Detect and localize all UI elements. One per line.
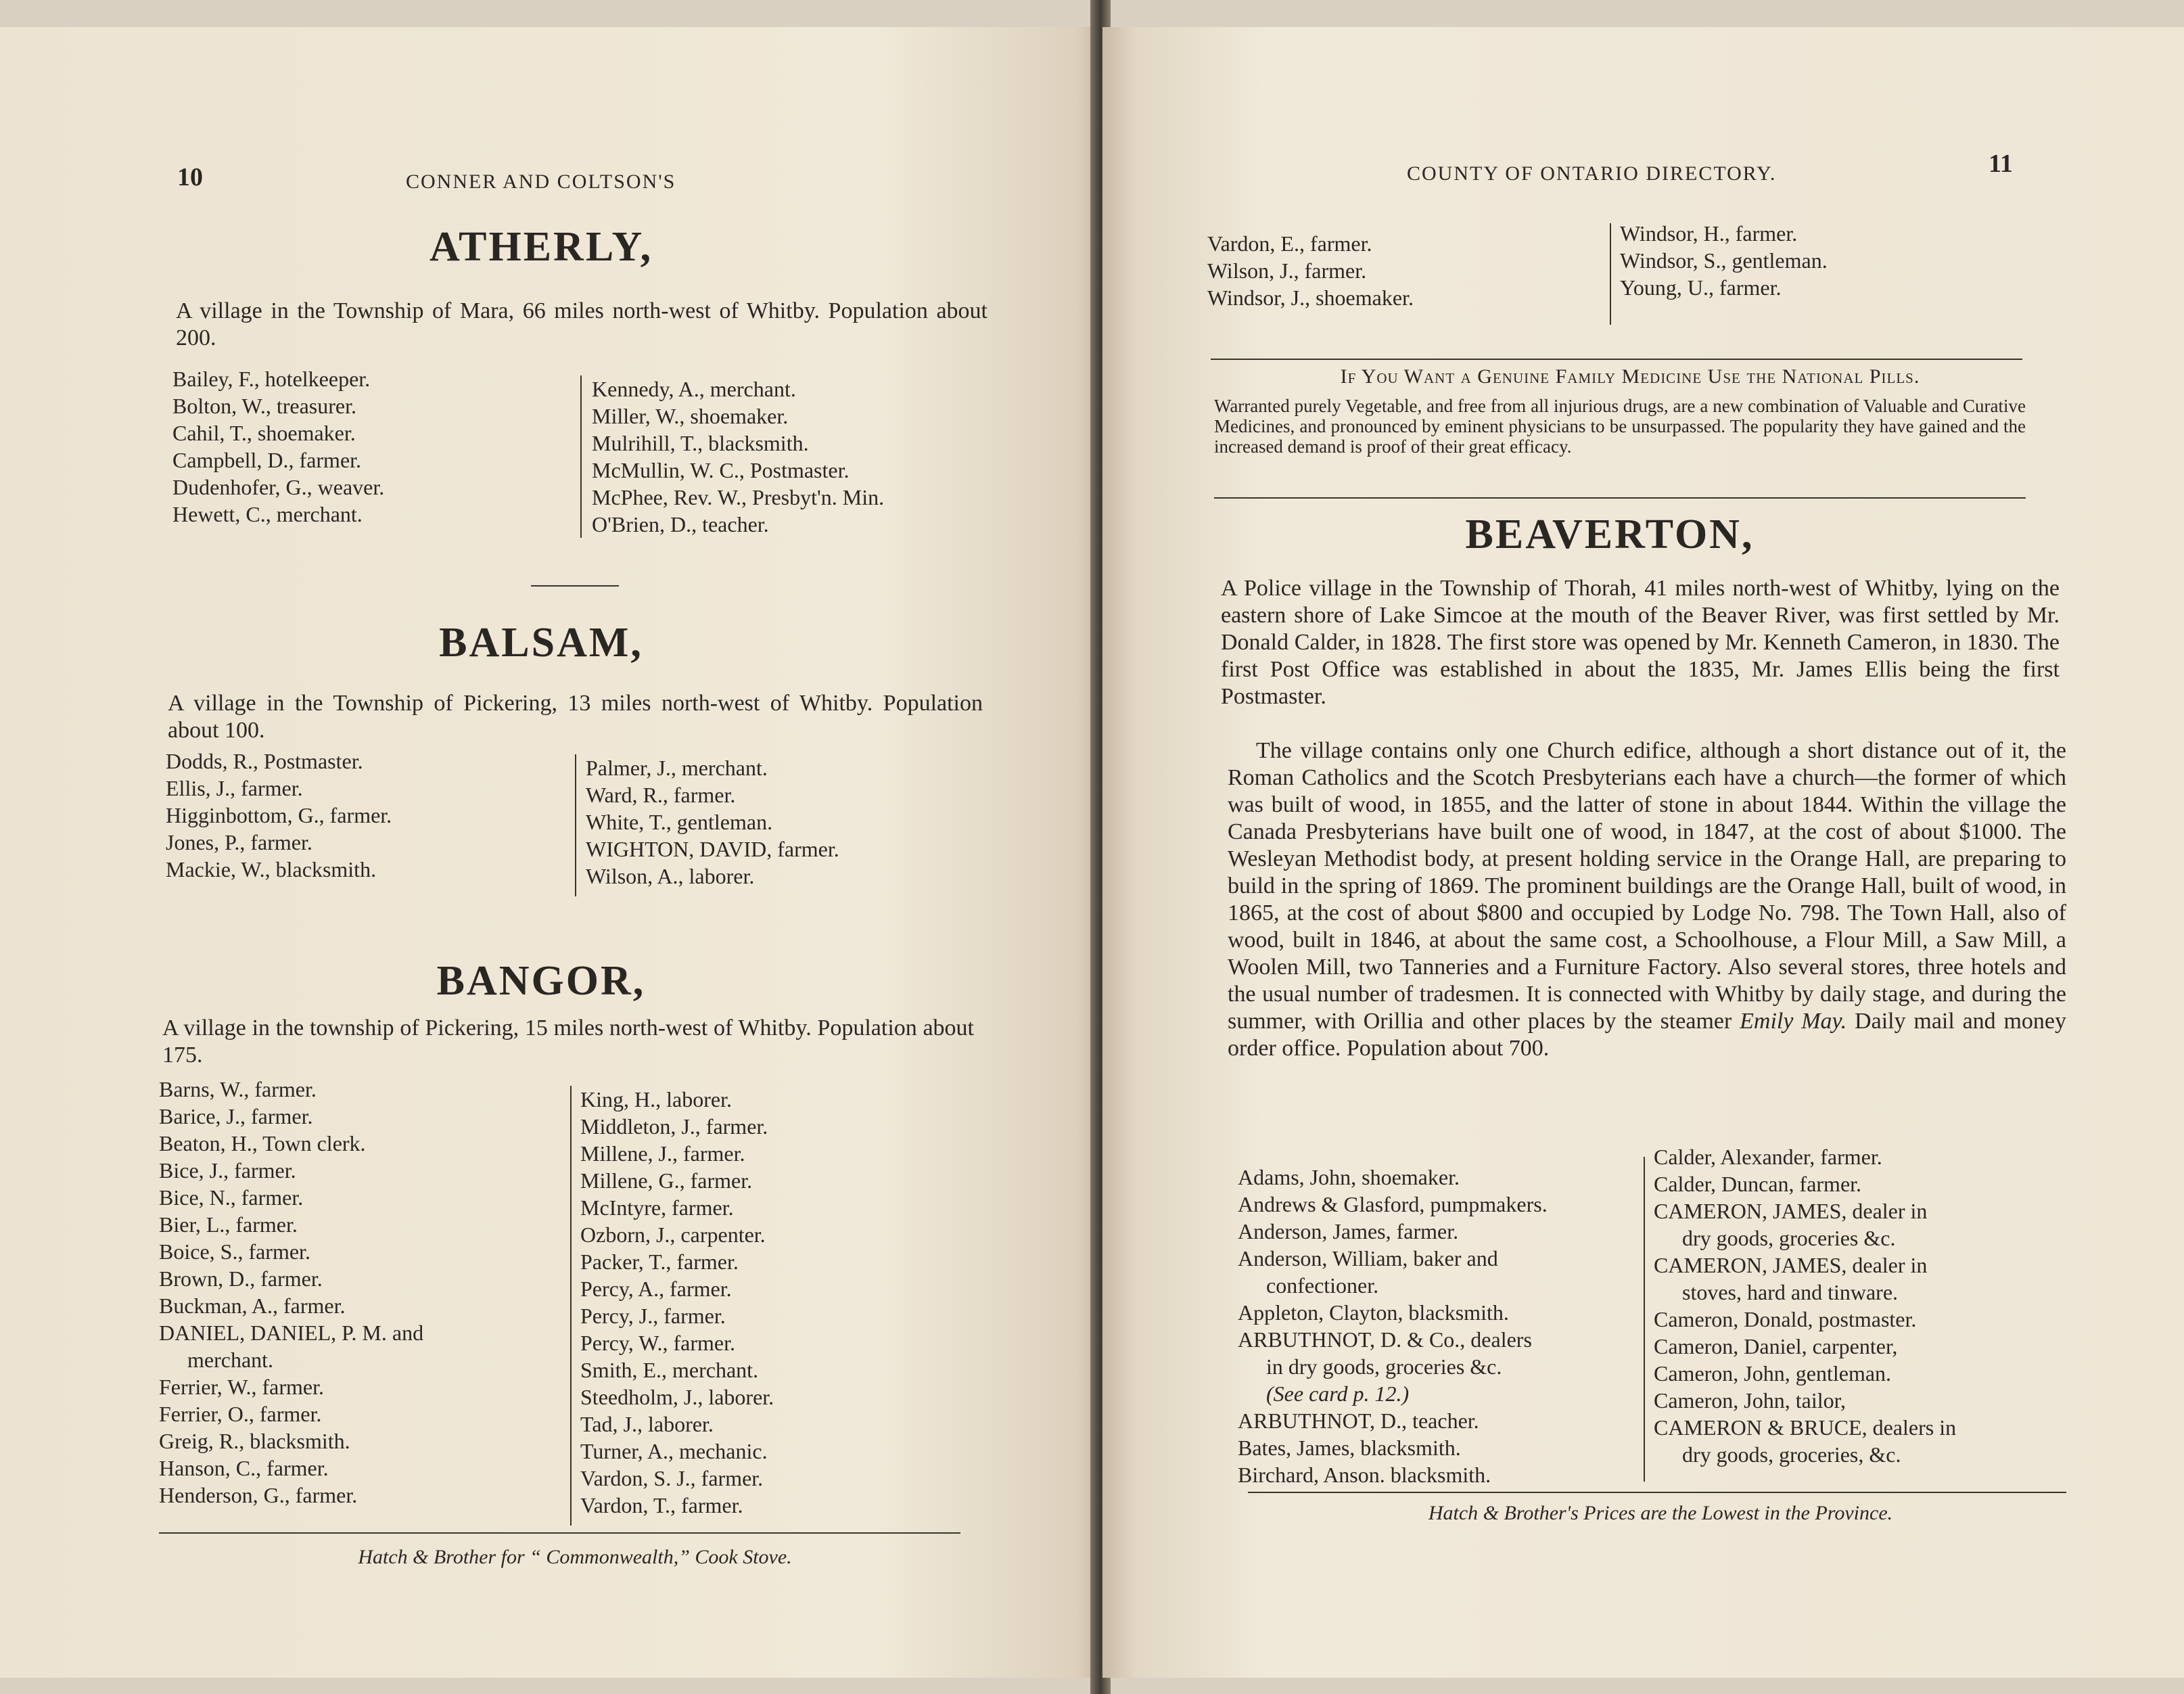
list-item: Young, U., farmer. [1620,275,1782,300]
list-item: Hewett, C., merchant. [172,502,363,526]
list-item: Ferrier, O., farmer. [159,1402,322,1426]
list-item: Steedholm, J., laborer. [580,1385,774,1409]
carryover-list-col1 [1207,230,1586,311]
list-item: Percy, A., farmer. [580,1277,732,1301]
list-item: Adams, John, shoemaker. [1238,1165,1460,1189]
list-item: Bates, James, blacksmith. [1238,1436,1461,1460]
list-item: Cameron, John, gentleman. [1654,1361,1892,1386]
left-page [0,27,1099,1678]
section-heading-balsam: BALSAM, [439,620,643,666]
advert-title: If You Want a Genuine Family Medicine Use the National Pills. [1340,365,1920,388]
list-item: McPhee, Rev. W., Presbyt'n. Min. [592,485,885,509]
section-description-balsam: A village in the Township of Pickering, 13 miles north-west of Whitby. Population about 100. [168,691,983,743]
list-item: Wilson, A., laborer. [586,864,755,888]
list-item: Cahil, T., shoemaker. [172,421,356,445]
right-page [1102,27,2184,1678]
atherly-list-col2 [592,375,998,538]
list-item: Bice, N., farmer. [159,1185,304,1210]
list-item: Henderson, G., farmer. [159,1483,358,1507]
page-footer-advert: Hatch & Brother's Prices are the Lowest in the Province. [1428,1502,1893,1524]
section-description-atherly: A village in the Township of Mara, 66 miles north-west of Whitby. Population about 200. [176,298,988,350]
list-item: Middleton, J., farmer. [580,1114,768,1139]
list-item: Ward, R., farmer. [586,783,736,807]
list-item: Ellis, J., farmer. [166,776,303,800]
list-item: Millene, G., farmer. [580,1168,753,1193]
balsam-list-col2 [586,754,992,890]
list-item: Bailey, F., hotelkeeper. [172,367,371,391]
bangor-list-col1 [159,1076,565,1509]
list-item: Calder, Duncan, farmer. [1654,1172,1862,1196]
list-item: Vardon, T., farmer. [580,1493,743,1517]
section-description-bangor: A village in the township of Pickering, 15 miles north-west of Whitby. Population about 175. [162,1015,974,1068]
advert-body: Warranted purely Vegetable, and free from all injurious drugs, are a new combination of Valuable and Curative Medicines, and pronounced by eminent physicians to be unsurpassed. The popularity they have gained and the increased demand is proof of their great efficacy. [1214,396,2026,457]
list-item: WIGHTON, DAVID, farmer. [586,837,839,861]
list-item: Appleton, Clayton, blacksmith. [1238,1300,1509,1325]
steamer-name: Emily May. [1740,1009,1847,1034]
list-item: Windsor, S., gentleman. [1620,248,1828,273]
list-item: Vardon, S. J., farmer. [580,1466,764,1490]
list-item: Wilson, J., farmer. [1207,258,1367,283]
page-footer-advert: Hatch & Brother for “ Commonwealth,” Cook Stove. [358,1546,792,1568]
beaverton-list-col1 [1238,1164,1637,1488]
list-item: stoves, hard and tinware. [1682,1280,1899,1304]
list-item: Higginbottom, G., farmer. [166,803,392,827]
list-item: McMullin, W. C., Postmaster. [592,458,850,482]
section-heading-beaverton: BEAVERTON, [1465,511,1755,557]
list-item: Birchard, Anson. blacksmith. [1238,1463,1491,1487]
list-item: Ferrier, W., farmer. [159,1375,324,1399]
page-number: 10 [177,163,203,191]
list-item: King, H., laborer. [580,1087,732,1112]
list-item: White, T., gentleman. [586,810,773,834]
list-item: DANIEL, DANIEL, P. M. and [159,1321,424,1345]
list-item: (See card p. 12.) [1266,1381,1410,1406]
list-item: Beaton, H., Town clerk. [159,1131,366,1155]
running-head: COUNTY OF ONTARIO DIRECTORY. [1407,162,1777,185]
list-item: Tad, J., laborer. [580,1412,714,1436]
list-item: merchant. [187,1348,274,1372]
list-item: Anderson, William, baker and [1238,1246,1498,1270]
list-item: Boice, S., farmer. [159,1239,310,1264]
list-item: Percy, W., farmer. [580,1331,735,1355]
atherly-list-col1 [172,365,551,528]
beaverton-history: A Police village in the Township of Thorah, 41 miles north-west of Whitby, lying on the eastern shore of Lake Simcoe at the mouth of the Beaver River, was first settled by Mr. Donald Calder, in 1828. The first store was opened by Mr. Kenneth Cameron, in 1830. The first Post Office was established in about the 1835, Mr. James Ellis being the first Postmaster. [1221,576,2060,709]
carryover-list-col2 [1620,220,1999,301]
list-item: Campbell, D., farmer. [172,448,362,472]
list-item: Andrews & Glasford, pumpmakers. [1238,1192,1548,1216]
advert-bottom-rule [1214,497,2026,499]
list-item: Turner, A., mechanic. [580,1439,768,1463]
beaverton-description: The village contains only one Church edifice, although a short distance out of it, the Roman Catholics and the Scotch Presbyterians each have a church—the former of which was built of wood, in 1855, and the latter of stone in about 1844. Within the village the Canada Presbyterians have built one of wood, in 1847, at the cost of about $1000. The Wesleyan Methodist body, at present holding service in the Orange Hall, are preparing to build in the spring of 1869. The prominent buildings are the Orange Hall, built of wood, in 1865, at the cost of about $800 and occupied by Lodge No. 798. The Town Hall, also of wood, built in 1846, at about the same cost, a Schoolhouse, a Flour Mill, a Saw Mill, a Woolen Mill, two Tanneries and a Furniture Factory. Also several stores, three hotels and the usual number of tradesmen. It is connected with Whitby by daily stage, and during the summer, with Orillia and other places by the steamer Emily May. Daily mail and money order office. Population about 700. [1228,738,2067,1061]
section-heading-atherly: ATHERLY, [429,224,653,270]
list-item: CAMERON, JAMES, dealer in [1654,1253,1928,1277]
list-item: dry goods, groceries, &c. [1682,1442,1901,1467]
list-item: CAMERON, JAMES, dealer in [1654,1199,1928,1223]
list-item: Brown, D., farmer. [159,1266,323,1291]
list-item: Barns, W., farmer. [159,1077,317,1101]
list-item: ARBUTHNOT, D. & Co., dealers [1238,1327,1532,1352]
running-head: CONNER AND COLTSON'S [406,170,676,193]
bangor-list-col2 [580,1086,986,1519]
list-item: Cameron, Daniel, carpenter, [1654,1334,1898,1358]
column-divider [575,754,576,896]
list-item: Hanson, C., farmer. [159,1456,329,1480]
list-item: Miller, W., shoemaker. [592,404,789,428]
beaverton-list-col2 [1654,1143,2060,1468]
column-divider [1644,1157,1645,1482]
column-divider [1610,223,1611,325]
page-number: 11 [1989,150,2013,178]
list-item: O'Brien, D., teacher. [592,512,769,536]
footer-rule [1248,1492,2066,1493]
list-item: Dudenhofer, G., weaver. [172,475,385,499]
list-item: in dry goods, groceries &c. [1266,1354,1502,1379]
list-item: Bolton, W., treasurer. [172,394,356,418]
section-heading-bangor: BANGOR, [436,958,646,1004]
list-item: Dodds, R., Postmaster. [166,749,363,773]
list-item: dry goods, groceries &c. [1682,1226,1896,1250]
list-item: Percy, J., farmer. [580,1304,726,1328]
list-item: Mulrihill, T., blacksmith. [592,431,809,455]
list-item: Windsor, H., farmer. [1620,221,1798,246]
list-item: Cameron, John, tailor, [1654,1388,1846,1413]
footer-rule [159,1532,960,1534]
list-item: Greig, R., blacksmith. [159,1429,350,1453]
list-item: Jones, P., farmer. [166,830,312,854]
column-divider [580,375,582,538]
list-item: CAMERON & BRUCE, dealers in [1654,1415,1957,1440]
list-item: Windsor, J., shoemaker. [1207,285,1414,310]
list-item: ARBUTHNOT, D., teacher. [1238,1409,1479,1433]
list-item: Palmer, J., merchant. [586,756,768,780]
list-item: Packer, T., farmer. [580,1250,739,1274]
column-divider [570,1086,572,1526]
list-item: Smith, E., merchant. [580,1358,759,1382]
balsam-list-col1 [166,748,558,883]
list-item: Ozborn, J., carpenter. [580,1222,766,1247]
list-item: Bier, L., farmer. [159,1212,298,1237]
list-item: Mackie, W., blacksmith. [166,857,377,882]
list-item: Anderson, James, farmer. [1238,1219,1459,1243]
list-item: confectioner. [1266,1273,1379,1298]
advert-top-rule [1211,359,2022,360]
list-item: Calder, Alexander, farmer. [1654,1145,1882,1169]
section-divider [531,585,619,587]
list-item: Barice, J., farmer. [159,1104,313,1128]
list-item: Vardon, E., farmer. [1207,231,1372,256]
list-item: Bice, J., farmer. [159,1158,296,1183]
list-item: Millene, J., farmer. [580,1141,745,1166]
list-item: McIntyre, farmer. [580,1195,734,1220]
list-item: Cameron, Donald, postmaster. [1654,1307,1917,1331]
list-item: Kennedy, A., merchant. [592,377,796,401]
list-item: Buckman, A., farmer. [159,1294,346,1318]
